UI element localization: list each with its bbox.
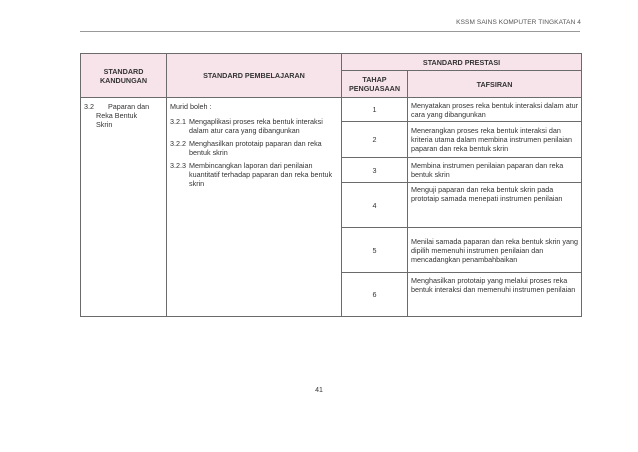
tahap-level-3: 3 xyxy=(342,158,408,183)
tafsiran-level-2: Menerangkan proses reka bentuk interaksi dan kriteria utama dalam membina instrumen penilaian paparan dan reka bentuk skrin xyxy=(408,122,582,158)
tafsiran-level-1: Menyatakan proses reka bentuk interaksi dalam atur cara yang dibangunkan xyxy=(408,98,582,122)
tahap-level-6: 6 xyxy=(342,273,408,317)
standard-kandungan-cell xyxy=(81,98,167,317)
page-number: 41 xyxy=(315,387,323,394)
document-header-title: KSSM SAINS KOMPUTER TINGKATAN 4 xyxy=(456,19,581,26)
tafsiran-level-5: Menilai samada paparan dan reka bentuk skrin yang dipilih memenuhi instrumen penilaian dan mencadangkan penambahbaikan xyxy=(408,228,582,273)
tahap-level-5: 5 xyxy=(342,228,408,273)
tafsiran-level-6: Menghasilkan prototaip yang melalui proses reka bentuk interaksi dan memenuhi instrumen penilaian xyxy=(408,273,582,317)
standard-pembelajaran-cell xyxy=(167,98,342,317)
header-tafsiran: TAFSIRAN xyxy=(408,71,582,98)
tahap-level-1: 1 xyxy=(342,98,408,122)
header-standard-prestasi: STANDARD PRESTASI xyxy=(342,54,582,71)
curriculum-table xyxy=(80,53,582,317)
header-standard-kandungan: STANDARD KANDUNGAN xyxy=(81,54,167,98)
tafsiran-level-4: Menguji paparan dan reka bentuk skrin pada prototaip samada menepati instrumen penilaian xyxy=(408,183,582,228)
standard-pembelajaran-item: 3.2.2 Menghasilkan prototaip paparan dan reka bentuk skrin xyxy=(170,139,322,157)
standard-kandungan-line-2: Reka Bentuk xyxy=(96,111,138,120)
header-divider xyxy=(80,31,580,32)
tafsiran-level-3: Membina instrumen penilaian paparan dan reka bentuk skrin xyxy=(408,158,582,183)
standard-pembelajaran-intro: Murid boleh : xyxy=(170,102,212,111)
standard-kandungan-line-3: Skrin xyxy=(96,120,113,129)
header-tahap-penguasaan: TAHAP PENGUASAAN xyxy=(342,71,408,98)
tahap-level-4: 4 xyxy=(342,183,408,228)
standard-pembelajaran-item: 3.2.1 Mengaplikasi proses reka bentuk interaksi dalam atur cara yang dibangunkan xyxy=(170,117,323,135)
standard-kandungan-line-1: 3.2 Paparan dan xyxy=(84,102,150,111)
header-standard-pembelajaran: STANDARD PEMBELAJARAN xyxy=(167,54,342,98)
tahap-level-2: 2 xyxy=(342,122,408,158)
standard-pembelajaran-item: 3.2.3 Membincangkan laporan dari penilaian kuantitatif terhadap paparan dan reka bentuk skrin xyxy=(170,161,333,188)
